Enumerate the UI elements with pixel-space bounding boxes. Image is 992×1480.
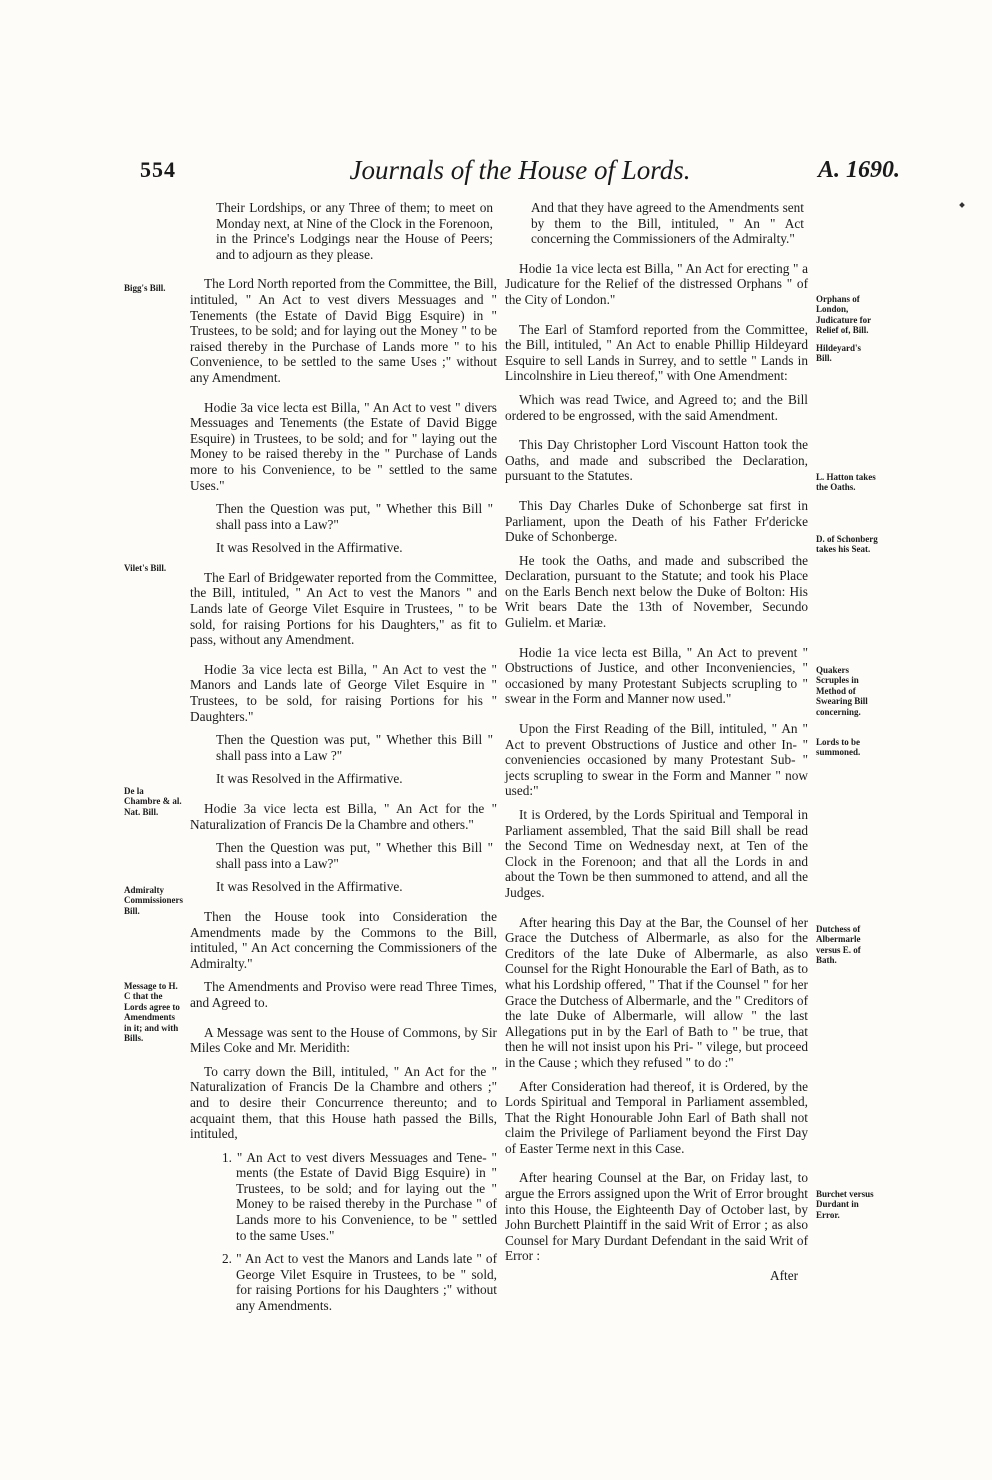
margin-note-schonberg: D. of Schonberg takes his Seat. bbox=[816, 534, 878, 555]
margin-note-albermarle: Dutchess of Albermarle versus E. of Bath. bbox=[816, 924, 861, 966]
paragraph: It was Resolved in the Affirmative. bbox=[216, 771, 403, 787]
margin-note-hatton: L. Hatton takes the Oaths. bbox=[816, 472, 876, 493]
paragraph: The Lord North reported from the Committee, the Bill, intituled, " An Act to vest divers Messuages and " Tenements (the Estate of David Bigg Esquire) in " Trustees, to be sold; and for laying out the Money " to be raised thereby in the Purchase of Lands more " to his Convenience, to be settled to the same Uses ;" without any Amendment. bbox=[190, 276, 497, 385]
paragraph: It was Resolved in the Affirmative. bbox=[216, 879, 403, 895]
page-number: 554 bbox=[140, 157, 176, 182]
paragraph: 1. " An Act to vest divers Messuages and Tene- " ments (the Estate of David Bigg Esquire) in " Trustees, to be sold; and for laying out the " Money to be raised thereby in the Purchase " of Lands more to his Convenience, to be " settled to the same Uses." bbox=[222, 1149, 497, 1243]
margin-note-burchet: Burchet versus Durdant in Error. bbox=[816, 1189, 874, 1220]
paragraph: It was Resolved in the Affirmative. bbox=[216, 540, 403, 556]
right-text-column bbox=[505, 200, 808, 1272]
paragraph: And that they have agreed to the Amendments sent by them to the Bill, intituled, " An " Act concerning the Commissioners of the Admiralty." bbox=[531, 200, 804, 247]
paragraph: Hodie 1a vice lecta est Billa, " An Act to prevent " Obstructions of Justice, and other Inconveniencies, " occasioned by many Protestant Subjects scrupling to " swear in the Form and Manner now used." bbox=[505, 644, 808, 707]
margin-note-hildeyard: Hildeyard's Bill. bbox=[816, 343, 862, 364]
paragraph: This Day Charles Duke of Schonberge sat first in Parliament, upon the Death of his Father Fr'dericke Duke of Schonberge. bbox=[505, 497, 808, 545]
margin-note-admiralty: Admiralty Commissioners Bill. bbox=[124, 885, 183, 916]
paragraph: After hearing Counsel at the Bar, on Friday last, to argue the Errors assigned upon the Writ of Error brought into this House, the Eighteenth Day of October last, by John Burchett Plaintiff in the said Writ of Error ; as also Counsel for Mary Durdant Defendant in the said Writ of Error : bbox=[505, 1170, 808, 1264]
ink-mark bbox=[959, 202, 965, 208]
paragraph: Hodie 3a vice lecta est Billa, " An Act to vest " divers Messuages and Tenements (the Estate of David Bigge Esquire) in Trustees, to be sold; and for " laying out the Money to be raised thereby in the " Purchase of Lands more to his Convenience, to be " settled to the same Uses." bbox=[190, 399, 497, 493]
margin-note-quakers: Quakers Scruples in Method of Swearing Bill concerning. bbox=[816, 665, 868, 717]
paragraph: 2. " An Act to vest the Manors and Lands late " of George Vilet Esquire in Trustees, to be " sold, for raising Portions for his Daughters ;" without any Amendments. bbox=[222, 1251, 497, 1314]
paragraph: Upon the First Reading of the Bill, intituled, " An " Act to prevent Obstructions of Justice and other In- " conveniencies occasioned by many Protestant Sub- " jects scrupling to swear in the Form and Manner " now used:" bbox=[505, 721, 808, 799]
paragraph: Then the Question was put, " Whether this Bill " shall pass into a Law ?" bbox=[216, 732, 493, 763]
year-mark: A. 1690. bbox=[817, 157, 900, 183]
left-text-column bbox=[190, 200, 497, 1322]
paragraph: The Earl of Stamford reported from the Committee, the Bill, intituled, " An Act to enable Phillip Hildeyard Esquire to sell Lands in Surrey, and to settle " Lands in Lincolnshire in Lieu thereof," with One Amendment: bbox=[505, 321, 808, 384]
paragraph: Which was read Twice, and Agreed to; and the Bill ordered to be engrossed, with the said Amendment. bbox=[505, 391, 808, 423]
paragraph: The Amendments and Proviso were read Three Times, and Agreed to. bbox=[190, 979, 497, 1010]
paragraph: Hodie 3a vice lecta est Billa, " An Act to vest the " Manors and Lands late of George Vilet Esquire in " Trustees, to be sold, for raising Portions for his " Daughters." bbox=[190, 661, 497, 724]
paragraph: After hearing this Day at the Bar, the Counsel of her Grace the Dutchess of Albermarle, as also for the Creditors of the late Duke of Albermarle, as also Counsel for the Right Honourable the Earl of Bath, as to what his Lordship offered, " That if the Counsel " for her Grace the Dutchess of Albermarle, and the " Creditors of the late Duke of Albermarle, will allow " the last Allegations put in by the Earl of Bath to " be true, that then he will not insist upon his Pri- " vilege, but proceed in the Cause ; which they refused " to do :" bbox=[505, 914, 808, 1070]
margin-note-lords: Lords to be summoned. bbox=[816, 737, 861, 758]
paragraph: After Consideration had thereof, it is Ordered, by the Lords Spiritual and Temporal in Parliament assembled, That the Right Honourable John Earl of Bath shall not claim the Privilege of Parliament beyond the First Day of Easter Terme next in this Case. bbox=[505, 1078, 808, 1156]
paragraph: Hodie 1a vice lecta est Billa, " An Act for erecting " a Judicature for the Relief of the distressed Orphans " of the City of London." bbox=[505, 260, 808, 307]
paragraph: He took the Oaths, and made and subscribed the Declaration, pursuant to the Statute; and took his Place on the Earls Bench next below the Duke of Bolton: His Writ bears Date the 13th of November, Secundo Gulielm. et Mariæ. bbox=[505, 552, 808, 631]
running-header bbox=[140, 157, 900, 193]
paragraph: The Earl of Bridgewater reported from the Committee, the Bill, intituled, " An Act to vest the Manors " and Lands late of George Vilet Esquire in Trustees, " to be sold, for raising Portions for his Daughters," as fit to pass, without any Amendment. bbox=[190, 569, 497, 648]
paragraph: Then the Question was put, " Whether this Bill " shall pass into a Law?" bbox=[216, 840, 493, 871]
margin-note-message: Message to H. C that the Lords agree to Amendments in it; and with Bills. bbox=[124, 981, 180, 1044]
paragraph: Hodie 3a vice lecta est Billa, " An Act for the " Naturalization of Francis De la Chambre and others." bbox=[190, 801, 497, 832]
catchword: After bbox=[770, 1268, 799, 1283]
paragraph: This Day Christopher Lord Viscount Hatton took the Oaths, and made and subscribed the Declaration, pursuant to the Statutes. bbox=[505, 437, 808, 484]
paragraph: A Message was sent to the House of Commons, by Sir Miles Coke and Mr. Meridith: bbox=[190, 1024, 497, 1056]
paragraph: To carry down the Bill, intituled, " An Act for the " Naturalization of Francis De la Chambre and others ;" and to desire their Concurrence thereunto; and to acquaint them, that this House hath passed the Bills, intituled, bbox=[190, 1063, 497, 1142]
paragraph: It is Ordered, by the Lords Spiritual and Temporal in Parliament assembled, That the said Bill shall be read the Second Time on Wednesday next, at Ten of the Clock in the Forenoon; and that all the Lords in and about the Town be then summoned to attend, and all the Judges. bbox=[505, 807, 808, 900]
paragraph: Then the Question was put, " Whether this Bill " shall pass into a Law?" bbox=[216, 501, 493, 532]
margin-note-orphans: Orphans of London, Judicature for Relief of, Bill. bbox=[816, 294, 871, 336]
paragraph: Their Lordships, or any Three of them; to meet on Monday next, at Nine of the Clock in the Forenoon, in the Prince's Lodgings near the House of Peers; and to adjourn as they please. bbox=[216, 200, 493, 262]
margin-note-delachambre: De la Chambre & al. Nat. Bill. bbox=[124, 786, 182, 817]
margin-note-bigg: Bigg's Bill. bbox=[124, 283, 166, 293]
paragraph: Then the House took into Consideration the Amendments made by the Commons to the Bill, intituled, " An Act concerning the Commissioners of the Admiralty." bbox=[190, 908, 497, 971]
page-title: Journals of the House of Lords. bbox=[349, 155, 691, 185]
margin-note-vilet: Vilet's Bill. bbox=[124, 563, 167, 573]
